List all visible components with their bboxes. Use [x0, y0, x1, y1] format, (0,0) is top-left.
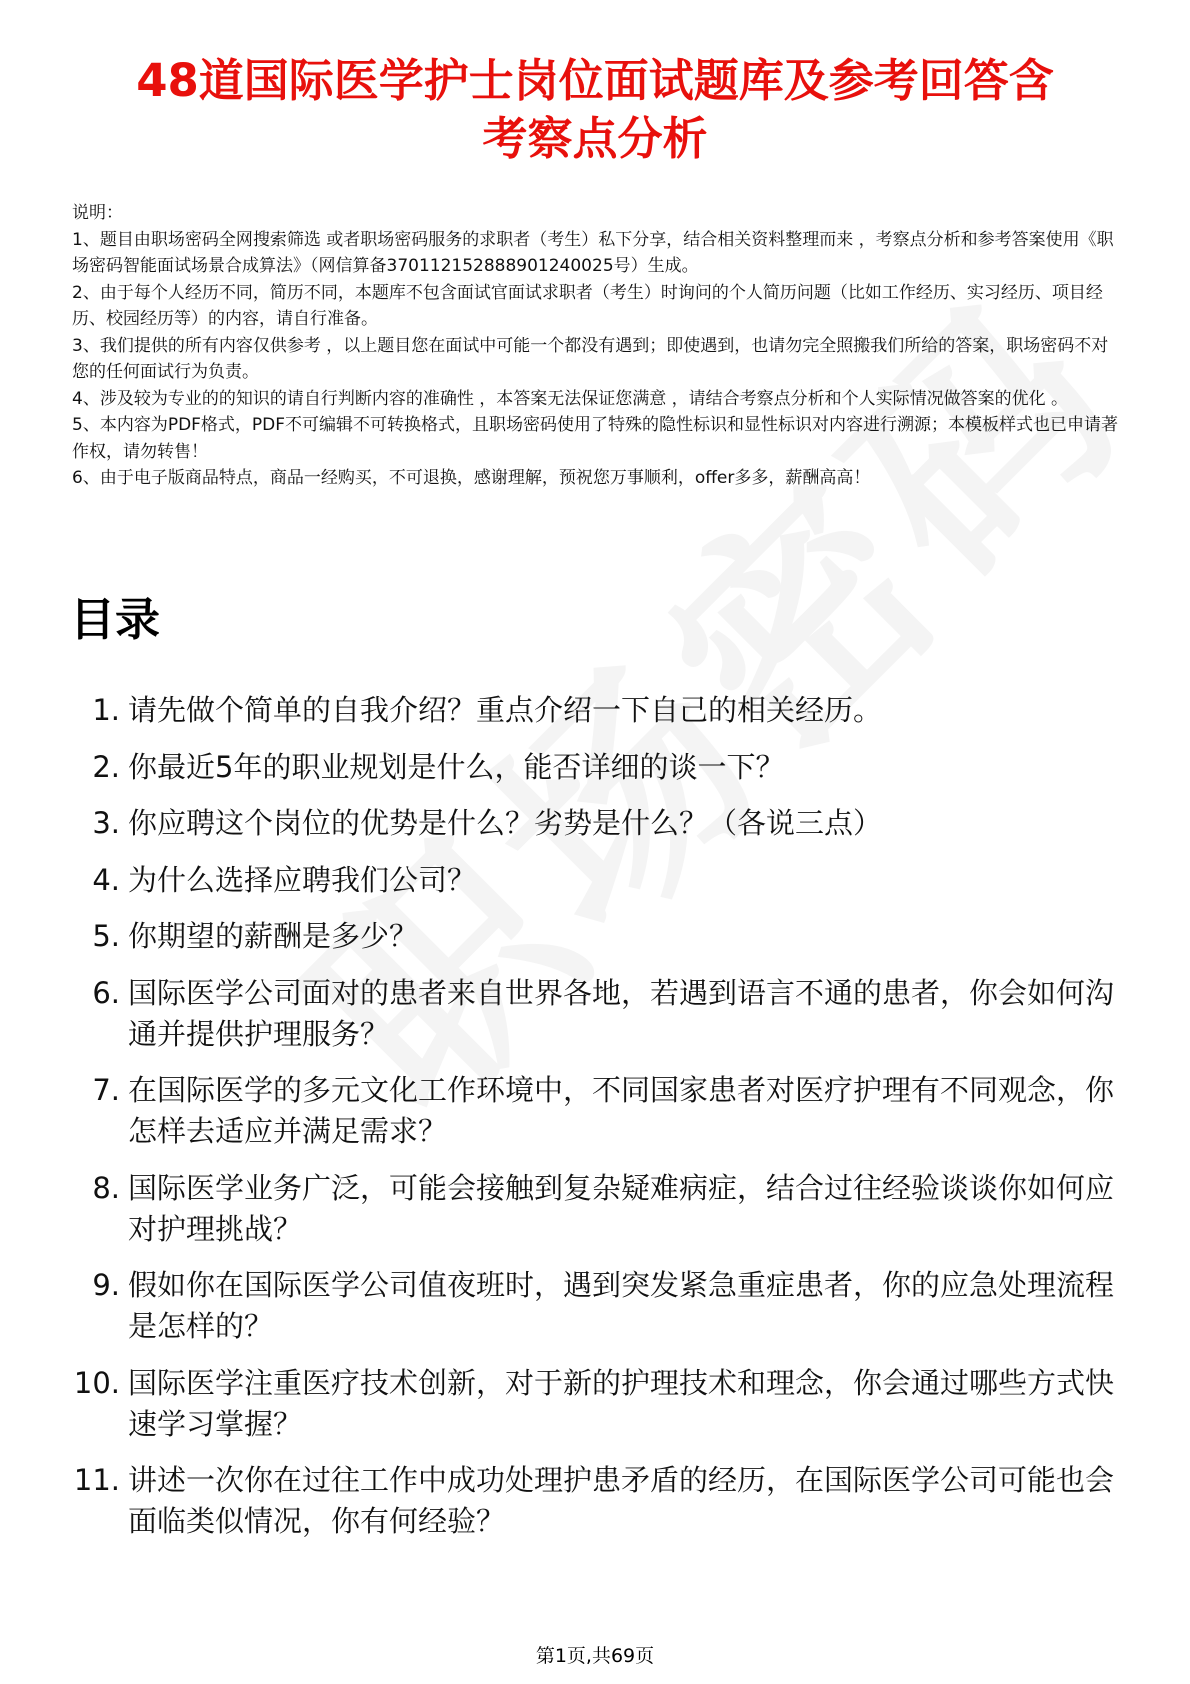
- toc-item-number: 8.: [92, 1170, 120, 1205]
- toc-item[interactable]: [60, 747, 1120, 788]
- instruction-item: 6、由于电子版商品特点，商品一经购买，不可退换，感谢理解，预祝您万事顺利，offer多多，薪酬高高！: [72, 468, 871, 488]
- title-line-1: 48道国际医学护士岗位面试题库及参考回答含: [136, 54, 1054, 107]
- document-title: [60, 52, 1130, 168]
- toc-item[interactable]: [60, 1070, 1120, 1152]
- toc-item-text: 你期望的薪酬是多少？: [128, 919, 419, 953]
- toc-item-text: 你最近5年的职业规划是什么，能否详细的谈一下？: [128, 749, 785, 784]
- instructions-heading: 说明：: [72, 203, 123, 223]
- toc-item-number: 2.: [92, 749, 120, 784]
- toc-item[interactable]: [60, 1168, 1120, 1250]
- toc-item[interactable]: [60, 860, 1120, 901]
- toc-item-text: 为什么选择应聘我们公司？: [128, 862, 477, 897]
- toc-item[interactable]: [60, 916, 1120, 957]
- instruction-item: 5、本内容为PDF格式，PDF不可编辑不可转换格式，且职场密码使用了特殊的隐性标识和显性标识对内容进行溯源；本模板样式也已申请著作权，请勿转售！: [72, 415, 1119, 462]
- toc-item[interactable]: [60, 803, 1120, 844]
- instruction-item: 3、我们提供的所有内容仅供参考 ，以上题目您在面试中可能一个都没有遇到；即使遇到，也请勿完全照搬我们所给的答案，职场密码不对您的任何面试行为负责。: [72, 335, 1109, 382]
- toc-item-text: 国际医学公司面对的患者来自世界各地，若遇到语言不通的患者，你会如何沟通并提供护理服务？: [128, 975, 1115, 1051]
- toc-item-text: 假如你在国际医学公司值夜班时，遇到突发紧急重症患者，你的应急处理流程是怎样的？: [128, 1268, 1115, 1343]
- toc-item-number: 9.: [92, 1268, 120, 1302]
- instruction-item: 4、涉及较为专业的的知识的请自行判断内容的准确性 ，本答案无法保证您满意 ，请结合考察点分析和个人实际情况做答案的优化 。: [72, 388, 1069, 409]
- toc-item[interactable]: [60, 1363, 1120, 1445]
- page-footer: 第1页,共69页: [535, 1645, 655, 1667]
- toc-heading: 目录: [70, 593, 161, 646]
- title-line-2: 考察点分析: [482, 112, 708, 165]
- toc-item-number: 7.: [92, 1073, 120, 1107]
- instructions-block: [72, 200, 1122, 492]
- toc-item-text: 讲述一次你在过往工作中成功处理护患矛盾的经历，在国际医学公司可能也会面临类似情况，你有何经验？: [128, 1463, 1115, 1538]
- toc-item-number: 6.: [92, 975, 120, 1010]
- toc-item-number: 3.: [92, 806, 120, 840]
- toc-item-text: 你应聘这个岗位的优势是什么？劣势是什么？（各说三点）: [128, 806, 883, 840]
- toc-item[interactable]: [60, 1265, 1120, 1347]
- instruction-item: 2、由于每个人经历不同，简历不同，本题库不包含面试官面试求职者（考生）时询问的个人简历问题（比如工作经历、实习经历、项目经历、校园经历等）的内容，请自行准备。: [72, 282, 1103, 329]
- toc-item-number: 4.: [92, 862, 120, 897]
- toc-item[interactable]: [60, 1460, 1120, 1542]
- toc-item-number: 1.: [92, 693, 120, 727]
- toc-item-text: 在国际医学的多元文化工作环境中，不同国家患者对医疗护理有不同观念，你怎样去适应并满足需求？: [128, 1073, 1115, 1148]
- toc-item-text: 请先做个简单的自我介绍？重点介绍一下自己的相关经历。: [128, 693, 883, 727]
- instruction-item: 1、题目由职场密码全网搜索筛选 或者职场密码服务的求职者（考生）私下分享，结合相关资料整理而来 ，考察点分析和参考答案使用《职场密码智能面试场景合成算法》（网信算备370112152888901240025号）生成。: [72, 229, 1114, 276]
- toc-item-text: 国际医学业务广泛，可能会接触到复杂疑难病症，结合过往经验谈谈你如何应对护理挑战？: [128, 1170, 1115, 1246]
- table-of-contents: [60, 690, 1120, 1558]
- toc-item[interactable]: [60, 690, 1120, 731]
- toc-item[interactable]: [60, 973, 1120, 1055]
- toc-item-number: 5.: [92, 919, 120, 953]
- toc-item-text: 国际医学注重医疗技术创新，对于新的护理技术和理念，你会通过哪些方式快速学习掌握？: [128, 1365, 1115, 1441]
- toc-item-number: 11.: [73, 1463, 120, 1497]
- toc-item-number: 10.: [73, 1365, 120, 1400]
